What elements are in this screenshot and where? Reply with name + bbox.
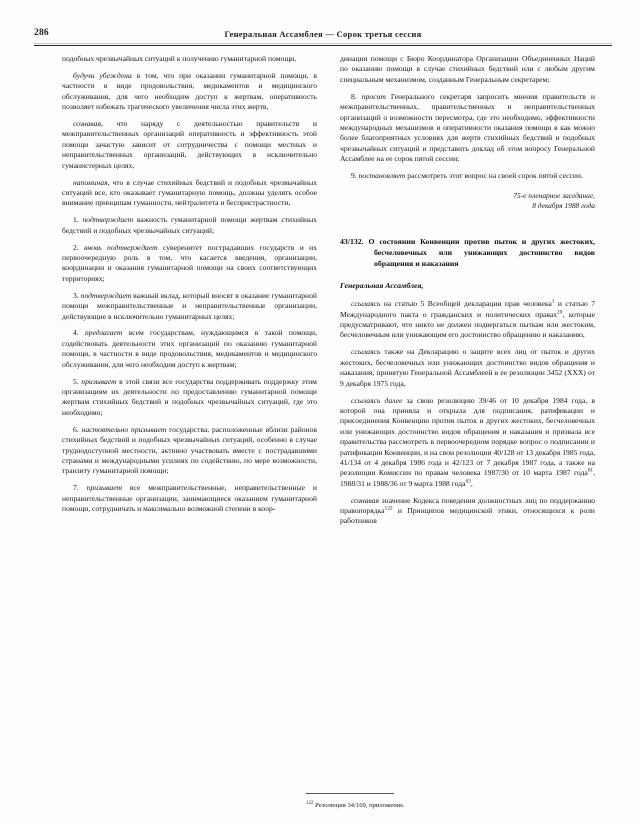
paragraph-number: 5. (73, 376, 79, 386)
footnote-ref: 1 (551, 298, 555, 305)
paragraph-lead: сознавая (351, 495, 379, 505)
footnote-ref: 61 (587, 467, 594, 474)
paragraph-lead: просит (361, 91, 386, 101)
paragraph-text: суверенитет пострадавших государств и их первоочередную роль в том, что касается введения, организации, координации и оказания гуманитарной помощи на своих соответствующих территориях; (62, 242, 317, 283)
paragraph-lead: ссылаясь (351, 347, 381, 357)
paragraph-text-2: и статью 7 Международного пакта о гражданских и политических правах (340, 299, 595, 319)
right-column (340, 54, 595, 810)
paragraph-number: 6. (73, 424, 79, 434)
footnote-marker: 122 (306, 800, 314, 806)
paragraph-text: за свою резолюцию 39/46 от 10 декабря 1984 года, в которой она приняла и открыла для подписания, ратификации и присоединения Конвенцию против пыток и других жестоких, бесчеловечных или унижающих достоинство видов обращения и наказания и призвала все правительства рассмотреть в первоочередном порядке вопрос о подписании и ратификации Конвенции, и на свои резолюции 40/128 от 13 декабря 1985 года, 41/134 от 4 декабря 1986 года и 42/123 от 7 декабря 1987 года, а также на резолюции Комиссии по правам человека 1987/30 от 10 марта 1987 года (340, 395, 595, 478)
paragraph-number: 1. (73, 215, 79, 225)
paragraph-text-3: , которые предусматривают, что никто не должен подвергаться пыткам или жестоким, бесчеловечным или унижающим его достоинство обращению и наказанию, (340, 309, 595, 340)
paragraph-lead: будучи убеждена (73, 70, 132, 80)
paragraph-text: всем государствам, нуждающимся в такой помощи, содействовать деятельности этих организаций по оказанию гуманитарной помощи, в частности в виде продовольствия, медикаментов и медицинского обслуживания, для чего необходим доступ к жертвам; (62, 328, 317, 369)
page-folio: 286 (34, 28, 49, 38)
footnote-separator (306, 793, 394, 794)
paragraph-text: государства, расположенные вблизи районов стихийных бедствий и подобных чрезвычайных ситуаций, особенно в случае труднодоступной местности, активно участвовать вместе с пострадавшими странами и международными усилиях по содействию, по мере возможности, транзиту гуманитарной помощи; (62, 424, 317, 476)
paragraph-lead: призывает (86, 483, 122, 493)
paragraph-text: значение Кодекса поведения должностных лиц по поддержанию правопорядка (340, 495, 595, 516)
running-head (34, 28, 612, 42)
preambular-paragraph-deklaratsiya (340, 347, 595, 389)
paragraph-text: в том, что при оказании гуманитарной помощи, в частности в виде продовольствия, медикаментов и медицинского обслуживания, для чего необходим доступ к жертвам, оперативность позволяет избежать трагического увеличения числа этих жертв, (62, 70, 317, 112)
paragraph-lead: постановляет (358, 171, 406, 181)
footnote-ref: 63 (465, 478, 471, 485)
preambular-paragraph-kodeks (340, 496, 595, 527)
header-rule (34, 45, 612, 46)
paragraph-text: рассмотреть этот вопрос на своей сорок пятой сессии. (405, 171, 583, 181)
operative-paragraph-1 (62, 215, 317, 236)
operative-paragraph-3 (62, 291, 317, 322)
resolution-organ: Генеральная Ассамблея, (340, 281, 424, 291)
paragraph-number: 9. (351, 171, 357, 181)
paragraph-number: 8. (351, 91, 357, 101)
operative-paragraph-4 (62, 328, 317, 370)
paragraph-text-2: и Принципов медицинской этики, относящихся к роли работников (340, 506, 595, 526)
paragraph-text: , что в случае стихийных бедствий и подобных чрезвычайных ситуаций все, кто оказывает гуманитарную помощь, должны уделять особое внимание принципам гуманности, нейтралитета и беспристрастности, (62, 177, 317, 208)
paragraph-lead: напоминая (73, 177, 108, 187)
paragraph-text: динации помощи с Бюро Координатора Организации Объединенных Наций по оказанию помощи в случае стихийных бедствий или с любым другим специальным механизмом, созданным Генеральным секретарем; (340, 54, 595, 84)
operative-paragraph-7 (62, 483, 317, 514)
operative-paragraph-6 (62, 425, 317, 477)
paragraph-soznavaya (62, 119, 317, 171)
paragraph-napominaya (62, 178, 317, 209)
paragraph-text: , что наряду с деятельностью правительств и межправительственных организаций оперативность и эффективность этой помощи зачастую зависит от сотрудничества с помощи местных и неправительственных организаций, действующих в исключительно гуманистерных целях, (62, 119, 317, 170)
paragraph-number: 2. (73, 242, 79, 252)
two-column-body (34, 54, 612, 810)
footnote (306, 801, 561, 810)
paragraph-lead: подтверждает (82, 215, 134, 225)
operative-paragraph-8 (340, 92, 595, 165)
paragraph-lead: предлагает (84, 328, 123, 338)
paragraph-text-3: , (470, 478, 473, 488)
resolution-number: 43/132. (340, 237, 364, 247)
preambular-paragraph-dalee (340, 396, 595, 490)
paragraph-buduchi-ubezhdena (62, 71, 317, 113)
paragraph-continued-coordination (340, 54, 595, 85)
running-title: Генеральная Ассамблея — Сорок третья сессия (224, 29, 422, 39)
operative-paragraph-2 (62, 243, 317, 285)
paragraph-lead: сознавая (73, 119, 101, 129)
paragraph-text: также на Декларацию о защите всех лиц от пыток и других жестоких, бесчеловечных или унижающих достоинство видов обращения и наказания, принятую Генеральной Ассамблеей в ее резолюции 3452 (XXX) от 9 декабря 1975 года, (340, 347, 595, 388)
paragraph-lead: настоятельно призывает (81, 424, 167, 434)
plenary-meeting-block (340, 191, 595, 211)
paragraph-continued (62, 54, 317, 64)
resolution-title: О состоянии Конвенции против пыток и других жестоких, бесчеловечных или унижающих достоинство видов обращения и наказания (368, 237, 595, 268)
header-rule-faint (34, 43, 612, 44)
paragraph-text: все межправительственные, неправительственные и неправительственные организации, занимающиеся оказанием гуманитарной помощи, сотрудничать и максимально возможной степени в коор- (62, 483, 317, 514)
paragraph-text: подобных чрезвычайных ситуаций к получению гуманитарной помощи, (62, 54, 297, 63)
paragraph-number: 3. (73, 290, 79, 300)
footnote-text: Резолюция 34/169, приложение. (313, 802, 405, 809)
footnote-ref: 20 (557, 309, 563, 316)
resolution-heading (340, 237, 595, 269)
paragraph-text: на статью 5 Всеобщей декларации прав человека (380, 299, 552, 309)
operative-paragraph-5 (62, 377, 317, 419)
paragraph-text: Генерального секретаря запросить мнения правительств и межправительственных, правительственных и неправительственных организаций о возможности пересмотра, где это необходимо, эффективности международных механизмов и оперативности оказания помощи в как можно более благоприятных условиях для жертв стихийных бедствий и подобных чрезвычайных ситуаций и представить доклад об этом вопросу Генеральной Ассамблее на ее сорок пятой сессии; (340, 91, 595, 164)
paragraph-text-2: , 1988/31 и 1988/36 от 9 марта 1988 года (340, 468, 595, 488)
paragraph-text: важность гуманитарной помощи жертвам стихийных бедствий и подобных чрезвычайных ситуаций; (62, 215, 317, 235)
paragraph-text: важный вклад, который вносят в оказание гуманитарной помощи межправительственные и неправительственные организации, действующие в исключительно гуманитарных целях; (62, 290, 317, 321)
paragraph-text: в этой связи все государства поддерживать поддержку этим организациям их деятельности по предоставлению гуманитарной помощи жертвам стихийных бедствий и подобных чрезвычайных ситуаций, где это необходимо; (62, 376, 317, 417)
operative-paragraph-9 (340, 171, 595, 181)
paragraph-lead: ссылаясь (351, 299, 381, 309)
paragraph-number: 4. (73, 328, 79, 338)
preambular-paragraph-ssylayas (340, 299, 595, 341)
footnote-ref: 122 (384, 505, 393, 512)
left-column (62, 54, 317, 810)
paragraph-number: 7. (73, 483, 79, 493)
paragraph-lead: ссылаясь далее (351, 395, 403, 405)
plenary-meeting-number: 75-е пленарное заседание, (513, 191, 595, 201)
paragraph-lead: вновь подтверждает (84, 242, 158, 252)
paragraph-lead: подтверждает (80, 290, 132, 300)
paragraph-lead: призывает (81, 376, 117, 386)
plenary-meeting-date: 8 декабря 1988 года (532, 201, 595, 211)
